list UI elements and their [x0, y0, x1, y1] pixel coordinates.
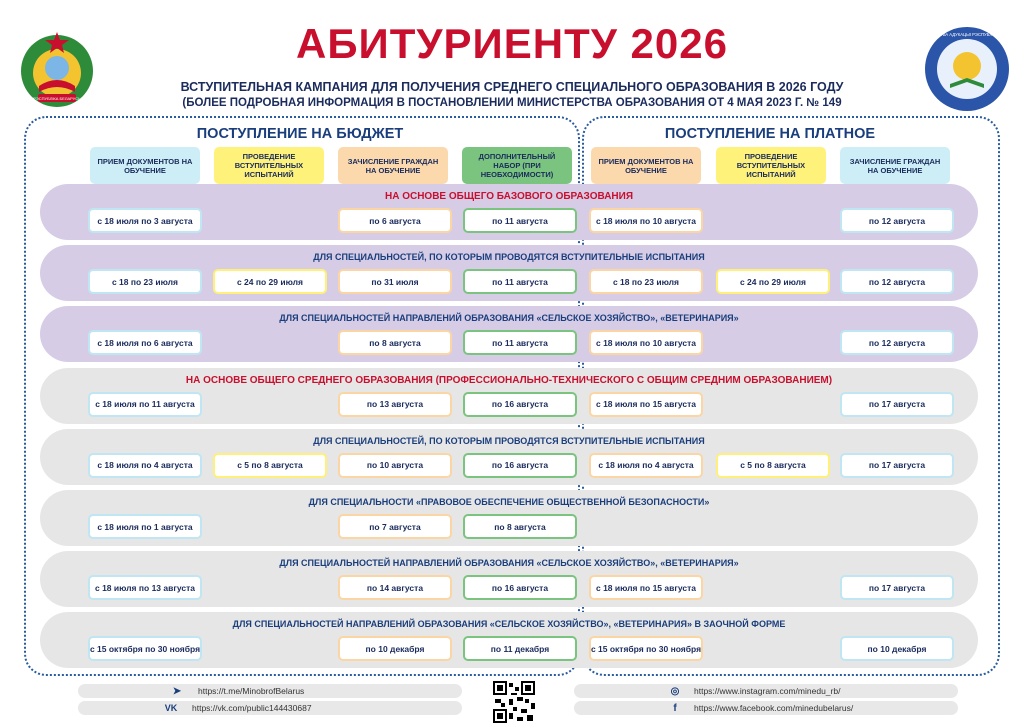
date-cell: по 11 августа [463, 269, 577, 294]
col-header-budget-docs: ПРИЕМ ДОКУМЕНТОВ НА ОБУЧЕНИЕ [90, 147, 200, 184]
date-cell: по 8 августа [338, 330, 452, 355]
date-cell: с 18 июля по 6 августа [88, 330, 202, 355]
col-header-budget-exams: ПРОВЕДЕНИЕ ВСТУПИТЕЛЬНЫХ ИСПЫТАНИЙ [214, 147, 324, 184]
page-title: АБИТУРИЕНТУ 2026 [296, 20, 728, 67]
date-cell: по 31 июля [338, 269, 452, 294]
budget-section-title: ПОСТУПЛЕНИЕ НА БЮДЖЕТ [196, 126, 404, 142]
date-cell: по 10 августа [338, 453, 452, 478]
state-emblem [14, 26, 100, 112]
date-cell: с 18 по 23 июля [589, 269, 703, 294]
date-cell: с 18 по 23 июля [88, 269, 202, 294]
col-header-budget-enroll: ЗАЧИСЛЕНИЕ ГРАЖДАН НА ОБУЧЕНИЕ [338, 147, 448, 184]
date-cell: по 16 августа [463, 575, 577, 600]
col-header-budget-extra: ДОПОЛНИТЕЛЬНЫЙ НАБОР (ПРИ НЕОБХОДИМОСТИ) [462, 147, 572, 184]
date-cell: с 18 июля по 11 августа [88, 392, 202, 417]
date-cell: по 6 августа [338, 208, 452, 233]
date-cell: по 17 августа [840, 453, 954, 478]
date-cell: с 18 июля по 4 августа [88, 453, 202, 478]
date-cell: по 10 декабря [840, 636, 954, 661]
date-cell: по 10 декабря [338, 636, 452, 661]
date-cell: по 11 августа [463, 208, 577, 233]
date-cell: с 18 июля по 4 августа [589, 453, 703, 478]
qr-code [493, 681, 535, 723]
ministry-logo [913, 26, 1021, 112]
row-label: ДЛЯ СПЕЦИАЛЬНОСТЕЙ НАПРАВЛЕНИЙ ОБРАЗОВАНИЯ «СЕЛЬСКОЕ ХОЗЯЙСТВО», «ВЕТЕРИНАРИЯ» В ЗАОЧНОЙ ФОРМЕ [232, 619, 786, 630]
footer-vk-link[interactable]: VK https://vk.com/public144430687 [78, 701, 462, 715]
row-label: ДЛЯ СПЕЦИАЛЬНОСТИ «ПРАВОВОЕ ОБЕСПЕЧЕНИЕ ОБЩЕСТВЕННОЙ БЕЗОПАСНОСТИ» [308, 497, 710, 507]
date-cell: по 8 августа [463, 514, 577, 539]
date-cell: с 5 по 8 августа [213, 453, 327, 478]
date-cell: с 24 по 29 июля [213, 269, 327, 294]
date-cell: по 11 декабря [463, 636, 577, 661]
page-subtitle: ВСТУПИТЕЛЬНАЯ КАМПАНИЯ ДЛЯ ПОЛУЧЕНИЯ СРЕДНЕГО СПЕЦИАЛЬНОГО ОБРАЗОВАНИЯ В 2026 ГОДУ [180, 80, 844, 94]
date-cell: по 16 августа [463, 453, 577, 478]
date-cell: с 5 по 8 августа [716, 453, 830, 478]
row-label: ДЛЯ СПЕЦИАЛЬНОСТЕЙ, ПО КОТОРЫМ ПРОВОДЯТСЯ ВСТУПИТЕЛЬНЫЕ ИСПЫТАНИЯ [313, 435, 705, 446]
col-header-paid-exams: ПРОВЕДЕНИЕ ВСТУПИТЕЛЬНЫХ ИСПЫТАНИЙ [716, 147, 826, 184]
facebook-icon: f [673, 702, 677, 714]
date-cell: с 18 июля по 10 августа [589, 330, 703, 355]
date-cell: с 18 июля по 13 августа [88, 575, 202, 600]
svg-text:РЭСПУБЛІКА БЕЛАРУСЬ: РЭСПУБЛІКА БЕЛАРУСЬ [33, 96, 81, 101]
svg-text:МИНИСТЕРСТВА АДУКАЦЫІ РЭСПУБЛІ: МИНИСТЕРСТВА АДУКАЦЫІ РЭСПУБЛІКІ БЕЛАРУСЬ [913, 32, 1021, 37]
date-cell: с 18 июля по 15 августа [589, 392, 703, 417]
date-cell: по 17 августа [840, 575, 954, 600]
date-cell: с 18 июля по 10 августа [589, 208, 703, 233]
telegram-icon: ➤ [172, 685, 182, 697]
vk-icon: VK [164, 703, 178, 713]
date-cell: по 16 августа [463, 392, 577, 417]
date-cell: с 15 октября по 30 ноября [88, 636, 202, 661]
footer-telegram-link[interactable]: ➤ https://t.me/MinobrofBelarus [78, 684, 462, 698]
page-subtitle-note: (БОЛЕЕ ПОДРОБНАЯ ИНФОРМАЦИЯ В ПОСТАНОВЛЕНИИ МИНИСТЕРСТВА ОБРАЗОВАНИЯ ОТ 4 МАЯ 2023 Г. № 149 [182, 97, 842, 109]
date-cell: с 18 июля по 3 августа [88, 208, 202, 233]
footer-facebook-link[interactable]: f https://www.facebook.com/minedubelarus/ [574, 701, 958, 715]
date-cell: с 18 июля по 1 августа [88, 514, 202, 539]
row-label: НА ОСНОВЕ ОБЩЕГО СРЕДНЕГО ОБРАЗОВАНИЯ (ПРОФЕССИОНАЛЬНО-ТЕХНИЧЕСКОГО С ОБЩИМ СРЕДНИМ ОБРАЗОВАНИЕМ) [185, 374, 833, 386]
date-cell: по 12 августа [840, 269, 954, 294]
date-cell: по 17 августа [840, 392, 954, 417]
row-label: ДЛЯ СПЕЦИАЛЬНОСТЕЙ НАПРАВЛЕНИЙ ОБРАЗОВАНИЯ «СЕЛЬСКОЕ ХОЗЯЙСТВО», «ВЕТЕРИНАРИЯ» [279, 558, 739, 569]
date-cell: с 24 по 29 июля [716, 269, 830, 294]
date-cell: по 14 августа [338, 575, 452, 600]
row-label: ДЛЯ СПЕЦИАЛЬНОСТЕЙ, ПО КОТОРЫМ ПРОВОДЯТСЯ ВСТУПИТЕЛЬНЫЕ ИСПЫТАНИЯ [313, 252, 705, 263]
footer-instagram-link[interactable]: ◎ https://www.instagram.com/minedu_rb/ [574, 684, 958, 698]
col-header-paid-enroll: ЗАЧИСЛЕНИЕ ГРАЖДАН НА ОБУЧЕНИЕ [840, 147, 950, 184]
date-cell: по 11 августа [463, 330, 577, 355]
paid-section-title: ПОСТУПЛЕНИЕ НА ПЛАТНОЕ [664, 126, 876, 142]
row-label: ДЛЯ СПЕЦИАЛЬНОСТЕЙ НАПРАВЛЕНИЙ ОБРАЗОВАНИЯ «СЕЛЬСКОЕ ХОЗЯЙСТВО», «ВЕТЕРИНАРИЯ» [279, 313, 739, 324]
date-cell: с 18 июля по 15 августа [589, 575, 703, 600]
date-cell: по 12 августа [840, 208, 954, 233]
date-cell: по 13 августа [338, 392, 452, 417]
row-label: НА ОСНОВЕ ОБЩЕГО БАЗОВОГО ОБРАЗОВАНИЯ [384, 191, 634, 202]
date-cell: с 15 октября по 30 ноября [589, 636, 703, 661]
date-cell: по 7 августа [338, 514, 452, 539]
date-cell: по 12 августа [840, 330, 954, 355]
col-header-paid-docs: ПРИЕМ ДОКУМЕНТОВ НА ОБУЧЕНИЕ [591, 147, 701, 184]
instagram-icon: ◎ [670, 685, 680, 697]
